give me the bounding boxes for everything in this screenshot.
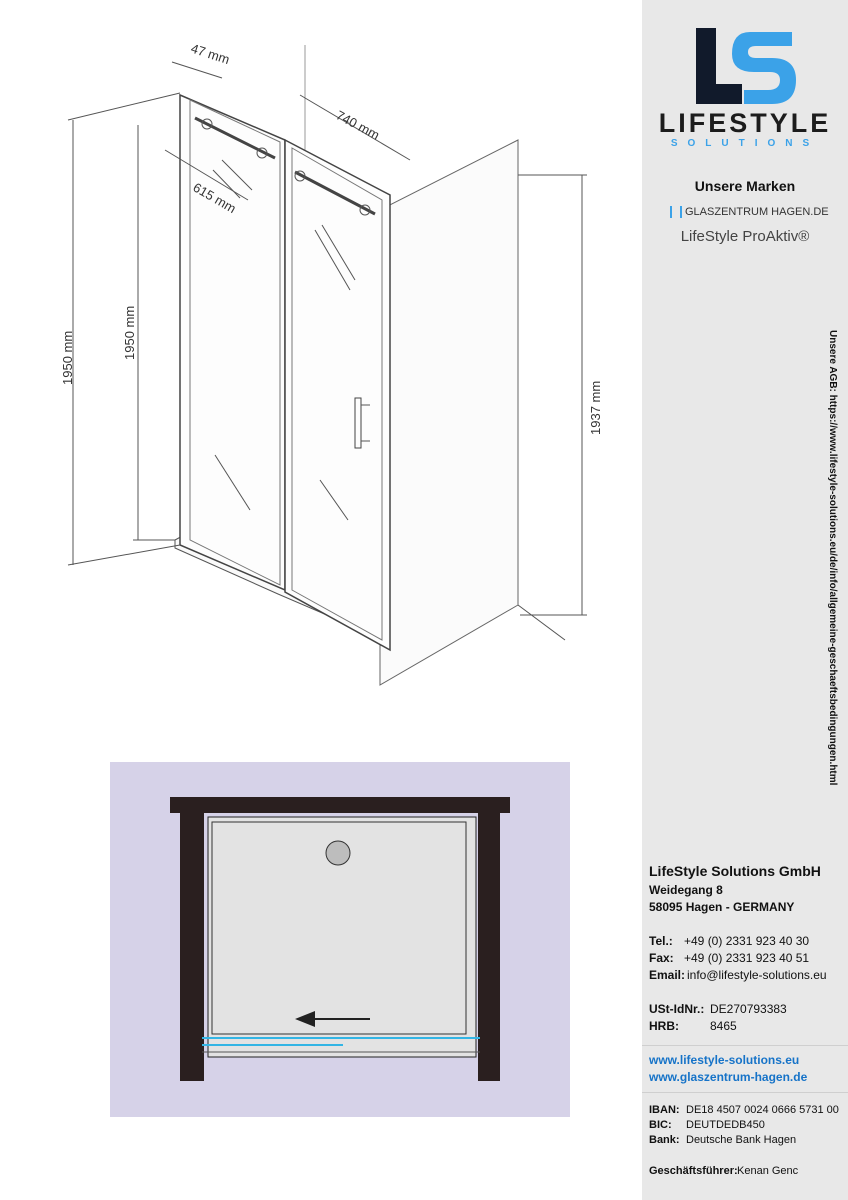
shower-technical-drawing <box>0 0 642 740</box>
hrb-value: 8465 <box>710 1019 737 1033</box>
shower-floor-plan <box>110 762 570 1117</box>
fax-label: Fax: <box>649 951 674 965</box>
brand-glaszentrum: GLASZENTRUM HAGEN.DE <box>670 206 829 218</box>
tel-label: Tel.: <box>649 934 673 948</box>
address-city: 58095 Hagen - GERMANY <box>649 900 795 914</box>
bic-value: DEUTDEDB450 <box>686 1119 765 1131</box>
tel-value: +49 (0) 2331 923 40 30 <box>684 934 810 948</box>
logo-wordmark: LIFESTYLE <box>658 108 832 138</box>
glaszentrum-icon <box>670 206 682 218</box>
fax-value: +49 (0) 2331 923 40 51 <box>684 951 810 965</box>
iban-label: IBAN: <box>649 1104 680 1116</box>
divider <box>642 1045 848 1046</box>
plan-top-wall <box>170 797 510 813</box>
iban-value: DE18 4507 0024 0666 5731 00 <box>686 1104 839 1116</box>
company-name: LifeStyle Solutions GmbH <box>649 863 821 879</box>
website-link-lifestyle[interactable]: www.lifestyle-solutions.eu <box>649 1053 800 1067</box>
email-label: Email: <box>649 968 686 982</box>
website-link-glaszentrum[interactable]: www.glaszentrum-hagen.de <box>649 1070 808 1084</box>
company-sidebar <box>642 0 848 1200</box>
managing-director-value: Kenan Genc <box>737 1165 799 1177</box>
dim-panel-label: 615 mm <box>190 179 239 217</box>
dim-height-outer-label: 1950 mm <box>60 330 75 385</box>
logo-subtitle: SOLUTIONS <box>670 138 820 149</box>
bic-label: BIC: <box>649 1119 672 1131</box>
hrb-label: HRB: <box>649 1019 679 1033</box>
dim-depth-label: 47 mm <box>189 40 232 68</box>
plan-left-wall <box>180 813 204 1081</box>
bank-label: Bank: <box>649 1134 680 1146</box>
terms-link-vertical[interactable]: Unsere AGB: https://www.lifestyle-solutions.eu/de/info/allgemeine-geschaeftsbedingungen.html <box>827 330 838 786</box>
email-value[interactable]: info@lifestyle-solutions.eu <box>687 968 827 982</box>
bank-value: Deutsche Bank Hagen <box>686 1134 797 1146</box>
managing-director-label: Geschäftsführer: <box>649 1165 738 1177</box>
divider <box>642 1092 848 1093</box>
lifestyle-logo-icon <box>688 22 808 107</box>
dim-height-wall-label: 1937 mm <box>588 380 603 435</box>
ust-label: USt-IdNr.: <box>649 1002 705 1016</box>
brands-heading: Unsere Marken <box>694 178 796 194</box>
brand-proaktiv: LifeStyle ProAktiv® <box>680 228 810 245</box>
dim-height-inner-label: 1950 mm <box>122 305 137 360</box>
address-street: Weidegang 8 <box>649 883 723 897</box>
plan-right-wall <box>478 813 500 1081</box>
ust-value: DE270793383 <box>710 1002 787 1016</box>
plan-drain <box>326 841 350 865</box>
dim-width-label: 740 mm <box>333 107 383 143</box>
